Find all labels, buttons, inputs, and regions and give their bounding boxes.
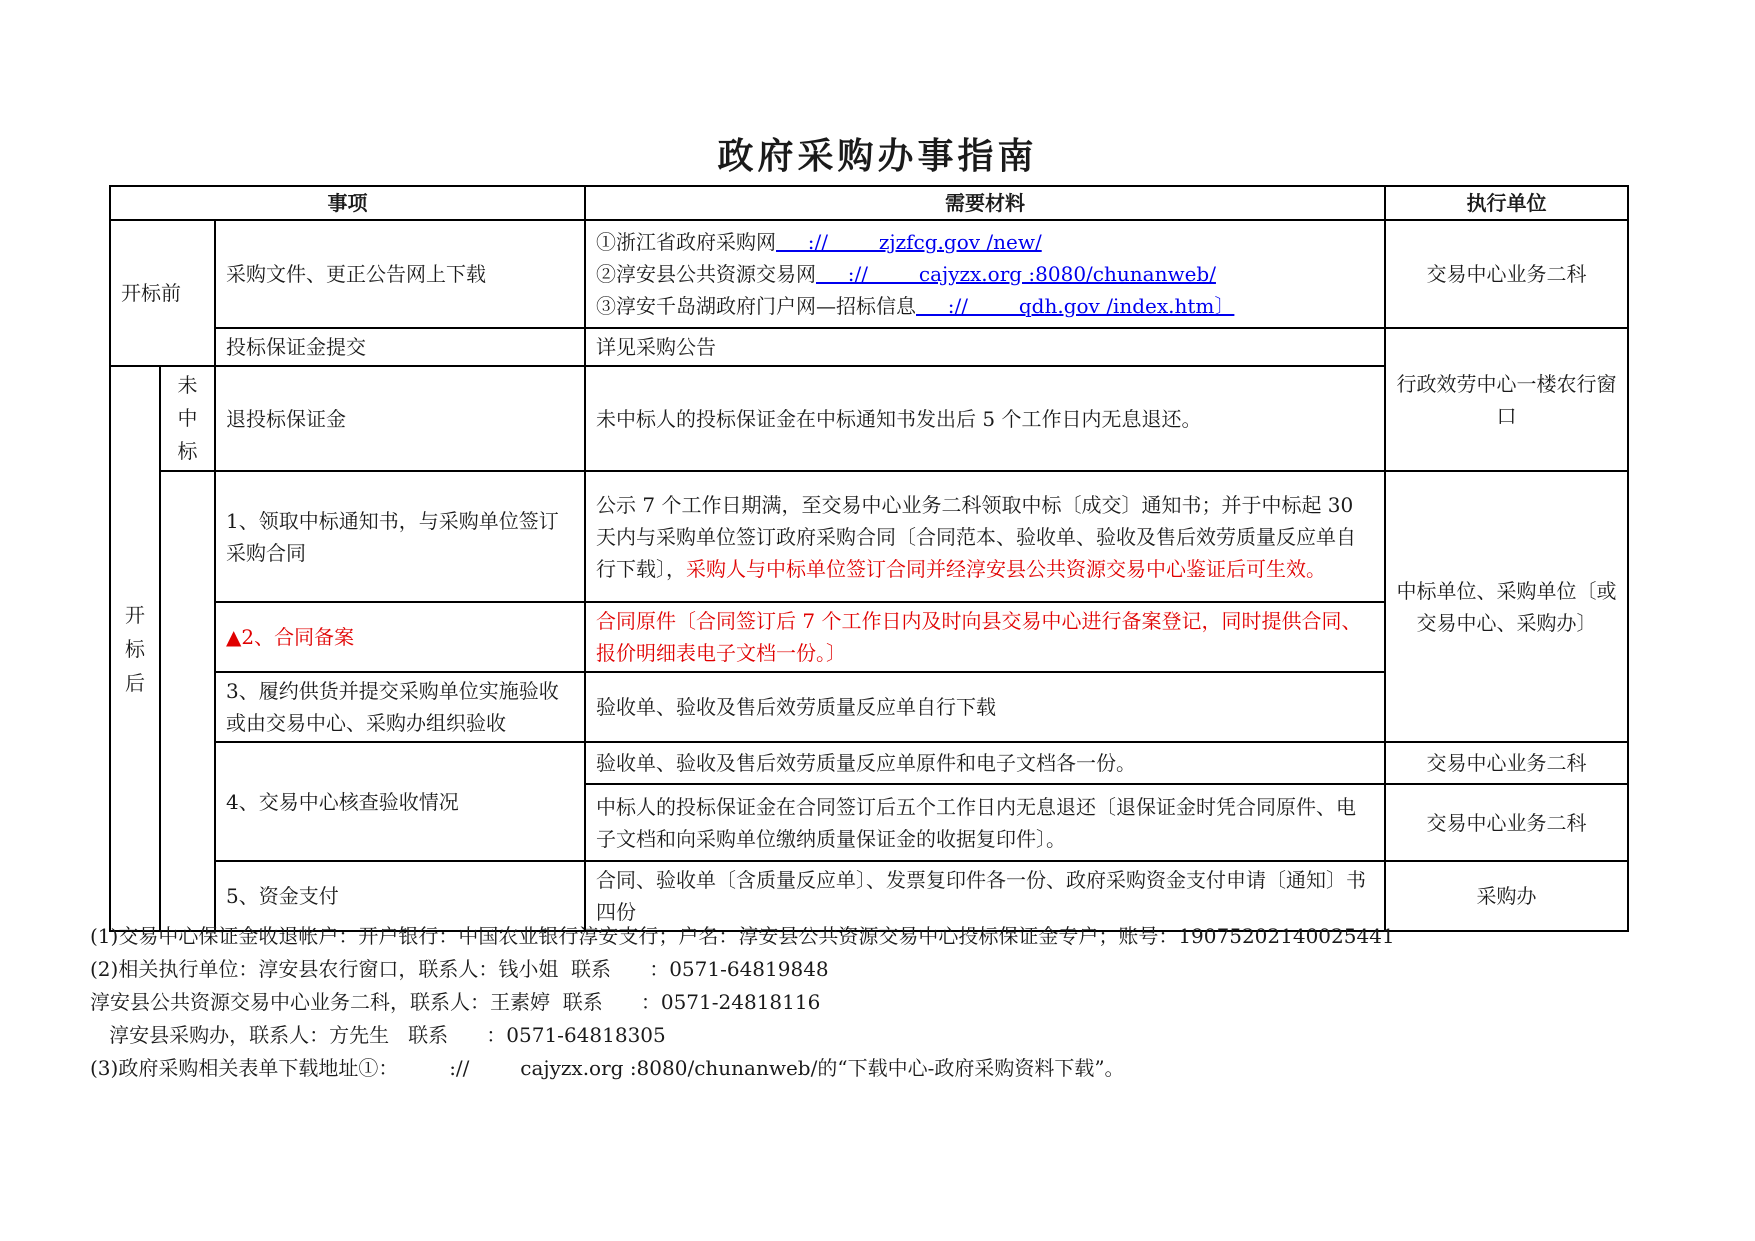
table-row — [110, 220, 1628, 328]
page-title: 政府采购办事指南 — [717, 136, 1038, 177]
row-materials: 合同原件〔合同签订后 7 个工作日内及时向县交易中心进行备案登记，同时提供合同、报价明细表电子文档一份。〕 — [585, 602, 1385, 672]
row-item: 1、领取中标通知书，与采购单位签订采购合同 — [215, 471, 585, 602]
table-row — [110, 328, 1628, 366]
pre-bid-label: 开标前 — [110, 220, 215, 366]
header-unit: 执行单位 — [1385, 186, 1628, 220]
table-row — [110, 742, 1628, 784]
note-line: 淳安县公共资源交易中心业务二科，联系人：王素婷 联系 ：0571-24818116 — [90, 990, 821, 1014]
note-line: (1)交易中心保证金收退帐户：开户银行：中国农业银行淳安支行；户名：淳安县公共资源交易中心投标保证金专户；账号：19075202140025441 — [90, 924, 1395, 948]
guide-table — [109, 185, 1629, 932]
link-line: ②淳安县公共资源交易网 :// cajyzx.org :8080/chunanweb/ — [596, 262, 1216, 286]
post-bid-label: 开标后 — [110, 366, 160, 931]
row-item: 5、资金支付 — [215, 861, 585, 931]
table-row — [110, 471, 1628, 602]
zjzfcg-link[interactable]: :// zjzfcg.gov /new/ — [776, 230, 1042, 254]
bank-window-unit: 行政效劳中心一楼农行窗口 — [1385, 328, 1628, 471]
row-materials: 未中标人的投标保证金在中标通知书发出后 5 个工作日内无息退还。 — [585, 366, 1385, 471]
note-line: (3)政府采购相关表单下载地址①： :// cajyzx.org :8080/chunanweb/的“下载中心-政府采购资料下载”。 — [90, 1056, 1125, 1080]
row-materials: 验收单、验收及售后效劳质量反应单原件和电子文档各一份。 — [585, 742, 1385, 784]
steps-unit: 中标单位、采购单位〔或交易中心、采购办〕 — [1385, 471, 1628, 742]
link-line: ①浙江省政府采购网 :// zjzfcg.gov /new/ — [596, 230, 1042, 254]
row-item: ▲2、合同备案 — [215, 602, 585, 672]
row-unit: 交易中心业务二科 — [1385, 784, 1628, 861]
not-won-label: 未中标 — [160, 366, 215, 471]
header-materials: 需要材料 — [585, 186, 1385, 220]
link-line: ③淳安千岛湖政府门户网—招标信息 :// qdh.gov /index.htm〕 — [596, 294, 1235, 318]
row-unit: 采购办 — [1385, 861, 1628, 931]
row-unit: 交易中心业务二科 — [1385, 742, 1628, 784]
row-materials: 中标人的投标保证金在合同签订后五个工作日内无息退还〔退保证金时凭合同原件、电子文档和向采购单位缴纳质量保证金的收据复印件〕。 — [585, 784, 1385, 861]
row-materials: 详见采购公告 — [585, 328, 1385, 366]
row-materials — [585, 220, 1385, 328]
row-materials: 验收单、验收及售后效劳质量反应单自行下载 — [585, 672, 1385, 742]
row-materials: 合同、验收单〔含质量反应单〕、发票复印件各一份、政府采购资金支付申请〔通知〕书四份 — [585, 861, 1385, 931]
notes — [90, 920, 1395, 1085]
row-item: 4、交易中心核查验收情况 — [215, 742, 585, 861]
row-item: 采购文件、更正公告网上下载 — [215, 220, 585, 328]
note-line: 淳安县采购办，联系人：方先生 联系 ：0571-64818305 — [90, 1023, 666, 1047]
won-label — [160, 471, 215, 931]
row-item: 投标保证金提交 — [215, 328, 585, 366]
row-item: 3、履约供货并提交采购单位实施验收或由交易中心、采购办组织验收 — [215, 672, 585, 742]
cajyzx-link[interactable]: :// cajyzx.org :8080/chunanweb/ — [816, 262, 1216, 286]
row-unit: 交易中心业务二科 — [1385, 220, 1628, 328]
header-item: 事项 — [110, 186, 585, 220]
row-materials: 公示 7 个工作日期满，至交易中心业务二科领取中标〔成交〕通知书；并于中标起 30 天内与采购单位签订政府采购合同〔合同范本、验收单、验收及售后效劳质量反应单自行下载〕，采购人与中标单位签订合同并经淳安县公共资源交易中心鉴证后可生效。 — [585, 471, 1385, 602]
note-line: (2)相关执行单位：淳安县农行窗口，联系人：钱小姐 联系 ：0571-64819848 — [90, 957, 829, 981]
header-row — [110, 186, 1628, 220]
qdh-link[interactable]: :// qdh.gov /index.htm〕 — [916, 294, 1235, 318]
row-item: 退投标保证金 — [215, 366, 585, 471]
